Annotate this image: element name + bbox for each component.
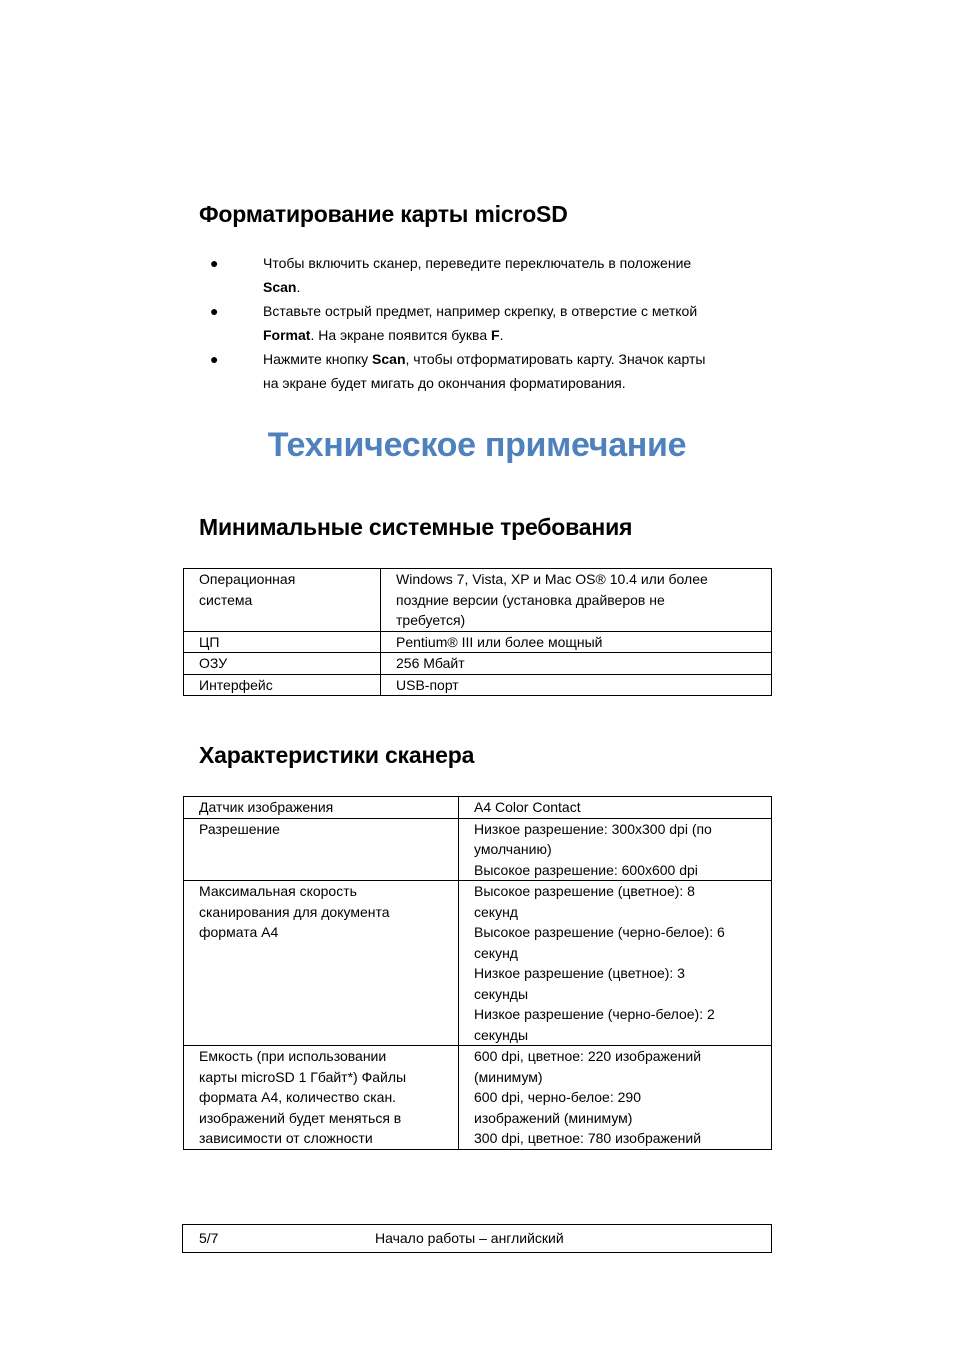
cell-text-line: Интерфейс [199, 676, 273, 693]
table-row [184, 818, 772, 881]
cell-text-line: Pentium® III или более мощный [396, 633, 603, 650]
table-row [184, 631, 772, 653]
row-label-cell [184, 631, 381, 653]
table-row [184, 653, 772, 675]
bullet-bold-text: F [491, 327, 500, 343]
format-section-heading: Форматирование карты microSD [199, 201, 568, 227]
system-requirements-rows [184, 569, 772, 696]
cell-text-line: ЦП [199, 633, 220, 650]
bullet-text: . На экране появится буква [310, 327, 491, 343]
bullet-bold-text: Scan [263, 279, 297, 295]
cell-text-line: Разрешение [199, 820, 280, 837]
list-item [0, 347, 954, 395]
cell-text-line: Высокое разрешение (цветное): 8 [474, 883, 695, 899]
scanner-specs-table [183, 796, 772, 1150]
cell-text-line: Высокое разрешение: 600x600 dpi [474, 861, 698, 878]
cell-text-line: ОЗУ [199, 655, 228, 671]
scanner-specs-rows [184, 797, 772, 1150]
bullet-icon: ● [210, 255, 219, 271]
cell-text-line: A4 Color Contact [474, 799, 581, 815]
cell-text-line: Низкое разрешение: 300x300 dpi (по [474, 820, 712, 837]
cell-text-line: секунды [474, 985, 529, 1002]
bullet-text: . [499, 327, 504, 343]
cell-text-line: зависимости от сложности [199, 1130, 373, 1146]
cell-text-line: Высокое разрешение (черно-белое): 6 [474, 924, 725, 940]
cell-text-line: система [199, 591, 253, 608]
bullet-text: , чтобы отформатировать карту. Значок карты [405, 351, 706, 367]
cell-text-line: секунд [474, 944, 518, 961]
bullet-text: Нажмите кнопку [263, 351, 373, 367]
cell-text-line: Емкость (при использовании [199, 1048, 387, 1064]
cell-text-line: карты microSD 1 Гбайт*) Файлы [199, 1068, 407, 1085]
cell-text-line: 600 dpi, цветное: 220 изображений [474, 1048, 702, 1064]
bullet-icon: ● [210, 303, 219, 319]
scanner-specs-heading: Характеристики сканера [199, 742, 475, 768]
row-value-cell [459, 818, 772, 881]
table-row [184, 569, 772, 632]
cell-text-line: Операционная [199, 571, 296, 587]
cell-text-line: (минимум) [474, 1068, 543, 1085]
cell-text-line: формата A4, количество скан. [199, 1089, 397, 1105]
list-item [0, 251, 954, 299]
row-label-cell [184, 674, 381, 696]
row-value-cell [459, 797, 772, 819]
bullet-text: . [296, 279, 301, 295]
bullet-bold-text: Format [263, 327, 311, 343]
cell-text-line: требуется) [396, 612, 466, 628]
cell-text-line: 600 dpi, черно-белое: 290 [474, 1089, 641, 1105]
cell-text-line: изображений (минимум) [474, 1109, 633, 1126]
cell-text-line: Датчик изображения [199, 799, 334, 815]
bullet-text: Вставьте острый предмет, например скрепку, в отверстие с меткой [263, 303, 698, 319]
cell-text-line: Низкое разрешение (цветное): 3 [474, 965, 685, 981]
bullet-icon: ● [210, 351, 219, 367]
row-label-cell [184, 569, 381, 632]
row-value-cell [459, 881, 772, 1046]
table-row [184, 1046, 772, 1150]
cell-text-line: умолчанию) [474, 841, 552, 857]
bullet-text: на экране будет мигать до окончания форматирования. [263, 375, 626, 391]
cell-text-line: 256 Мбайт [396, 655, 465, 671]
row-label-cell [184, 797, 459, 819]
row-value-cell [381, 569, 772, 632]
cell-text-line: 300 dpi, цветное: 780 изображений [474, 1130, 702, 1146]
cell-text-line: изображений будет меняться в [199, 1109, 402, 1126]
main-title: Техническое примечание [267, 426, 687, 464]
cell-text-line: секунд [474, 903, 518, 920]
table-row [184, 881, 772, 1046]
cell-text-line: секунды [474, 1026, 529, 1043]
table-row [184, 674, 772, 696]
footer-document-title: Начало работы – английский [375, 1230, 564, 1246]
row-value-cell [459, 1046, 772, 1150]
table-row [184, 797, 772, 819]
row-label-cell [184, 881, 459, 1046]
row-value-cell [381, 631, 772, 653]
cell-text-line: USB-порт [396, 676, 459, 693]
cell-text-line: Низкое разрешение (черно-белое): 2 [474, 1006, 715, 1022]
row-label-cell [184, 818, 459, 881]
row-label-cell [184, 653, 381, 675]
cell-text-line: поздние версии (установка драйверов не [396, 591, 665, 608]
page-footer [182, 1224, 772, 1253]
system-requirements-table [183, 568, 772, 696]
bullet-text: Чтобы включить сканер, переведите переключатель в положение [263, 255, 692, 271]
row-label-cell [184, 1046, 459, 1150]
cell-text-line: сканирования для документа [199, 903, 390, 920]
row-value-cell [381, 653, 772, 675]
bullet-bold-text: Scan [372, 351, 406, 367]
page-number: 5/7 [199, 1230, 219, 1246]
cell-text-line: Максимальная скорость [199, 883, 357, 899]
cell-text-line: формата A4 [199, 924, 279, 940]
cell-text-line: Windows 7, Vista, XP и Mac OS® 10.4 или более [396, 571, 708, 587]
system-requirements-heading: Минимальные системные требования [199, 514, 633, 540]
row-value-cell [381, 674, 772, 696]
list-item [0, 299, 954, 347]
format-instructions-list [0, 251, 954, 395]
